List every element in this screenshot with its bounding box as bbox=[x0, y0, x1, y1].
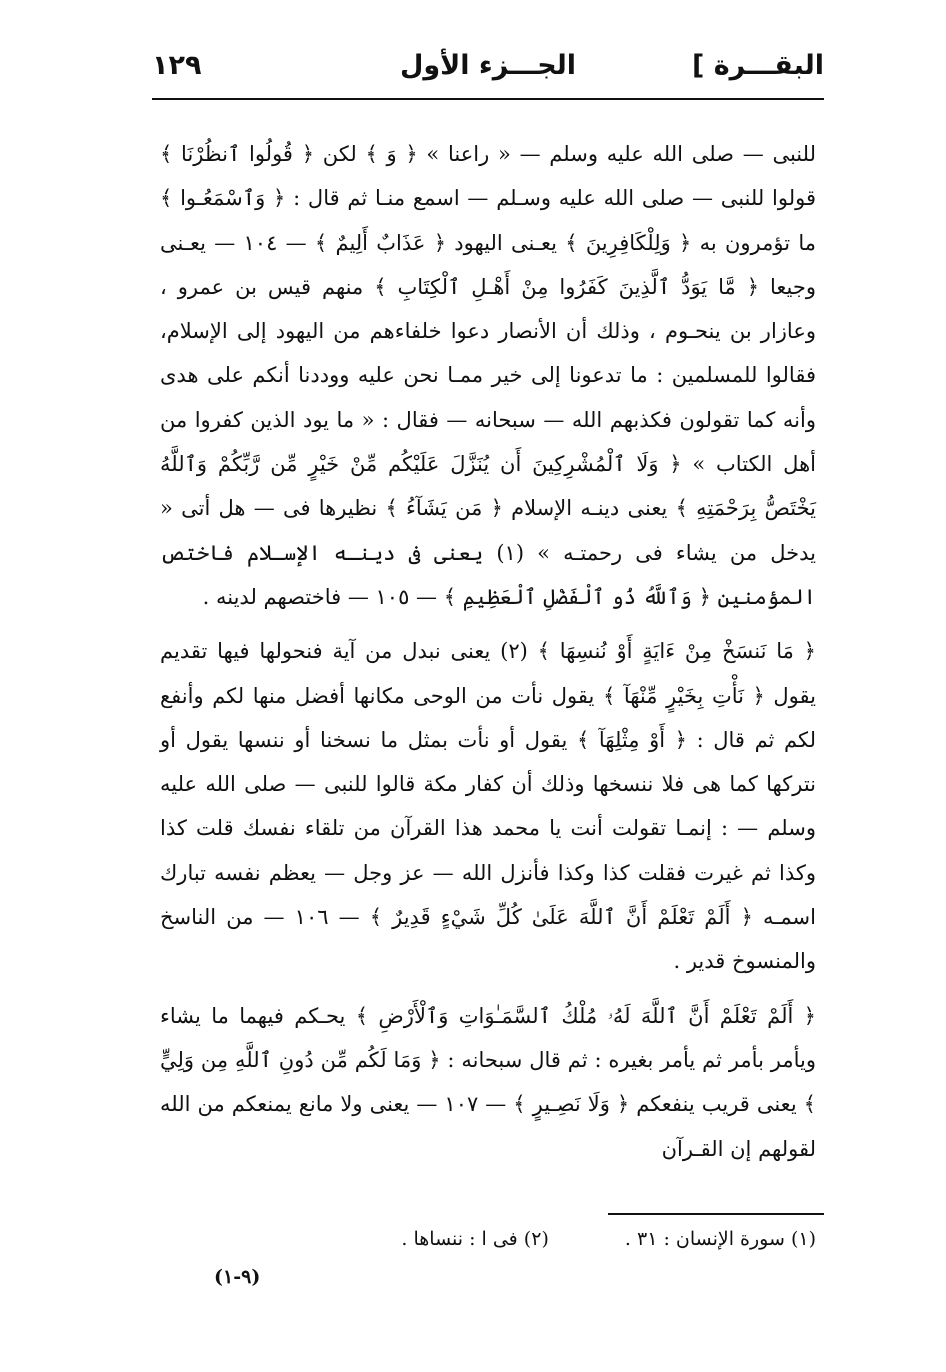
body-text bbox=[160, 132, 816, 1171]
header-rule bbox=[152, 98, 824, 100]
footnote-rule bbox=[608, 1213, 824, 1215]
page-header bbox=[152, 46, 824, 98]
part-title: الجـــزء الأول bbox=[399, 50, 577, 81]
paragraph: ﴿ أَلَمْ تَعْلَمْ أَنَّ ٱللَّهَ لَهُۥ مُلْكُ ٱلسَّمَـٰوَاتِ وَٱلْأَرْضِ ﴾ يحـكم فيهما ما يشاء ويأمر بأمر ثم يأمر بغيره : ثم قال سبحانه : ﴿ وَمَا لَكُم مِّن دُونِ ٱللَّهِ مِن وَلِيٍّ ﴾ يعنى قريب ينفعكم ﴿ وَلَا نَصِـيرٍ ﴾ — ١٠٧ — يعنى ولا مانع يمنعكم من الله لقولهم إن القـرآن bbox=[160, 1003, 816, 1161]
paragraph: للنبى — صلى الله عليه وسلم — « راعنا » ﴿ وَ ﴾ لكن ﴿ قُولُوا ٱنظُرْنَا ﴾ قولوا للنبى — صلى الله عليه وسـلم — اسمع منـا ثم قال : ﴿ وَٱسْمَعُـوا ﴾ ما تؤمرون به ﴿ وَلِلْكَافِرِينَ ﴾ يعـنى اليهود ﴿ عَذَابٌ أَلِيمٌ ﴾ — ١٠٤ — يعـنى وجيعا ﴿ مَّا يَوَدُّ ٱلَّذِينَ كَفَرُوا مِنْ أَهْـلِ ٱلْكِتَابِ ﴾ منهم قيس بن عمرو ، وعازار بن ينحـوم ، وذلك أن الأنصار دعوا خلفاءهم من اليهود إلى الإسلام، فقالوا للمسلمين : ما تدعونا إلى خير ممـا نحن عليه ووددنا أنكم على هدى وأنه كما تقولون فكذبهم الله — سبحانه — فقال : « ما يود الذين كفروا من أهل الكتاب » ﴿ وَلَا ٱلْمُشْرِكِينَ أَن يُنَزَّلَ عَلَيْكُم مِّنْ خَيْرٍ مِّن رَّبِّكُمْ وَٱللَّهُ يَخْتَصُّ بِرَحْمَتِهِ ﴾ يعنى دينـه الإسلام ﴿ مَن يَشَآءُ ﴾ نظيرها فى — هل أتى « يدخل من يشاء فى رحمتـه » (١) يعنى فى دينـه الإسـلام فاختص المؤمنين ﴿ وَٱللَّهُ ذُو ٱلْفَضْلِ ٱلْعَظِيمِ ﴾ — ١٠٥ — فاختصهم لدينه . bbox=[160, 142, 816, 609]
paragraph: ﴿ مَا نَنسَخْ مِنْ ءَايَةٍ أَوْ نُنسِهَا ﴾ (٢) يعنى نبدل من آية فنحولها فيها تقديم يقول ﴿ نَأْتِ بِخَيْرٍ مِّنْهَآ ﴾ يقول نأت من الوحى مكانها أفضل منها لكم وأنفع لكم ثم قال : ﴿ أَوْ مِثْلِهَآ ﴾ يقول أو نأت بمثل ما نسخنا أو ننسها يقول أو نتركها كما هى فلا ننسخها وذلك أن كفار مكة قالوا للنبى — صلى الله عليه وسلم — : إنمـا تقولت أنت يا محمد هذا القرآن من تلقاء نفسك قلت كذا وكذا ثم غيرت فقلت كذا وكذا فأنزل الله — عز وجل — يعظم نفسه تبارك اسمـه ﴿ أَلَمْ تَعْلَمْ أَنَّ ٱللَّهَ عَلَىٰ كُلِّ شَيْءٍ قَدِيرٌ ﴾ — ١٠٦ — من الناسخ والمنسوخ قدير . bbox=[160, 639, 816, 974]
footnote-1: (١) سورة الإنسان : ٣١ . bbox=[624, 1228, 816, 1250]
page-number: ١٢٩ bbox=[152, 50, 202, 81]
footnote-2: (٢) فى ا : ننساها . bbox=[401, 1228, 549, 1250]
printer-signature: (٩-١) bbox=[214, 1266, 261, 1288]
footnotes bbox=[160, 1224, 816, 1254]
surah-name: البقـــرة ] bbox=[691, 50, 824, 81]
